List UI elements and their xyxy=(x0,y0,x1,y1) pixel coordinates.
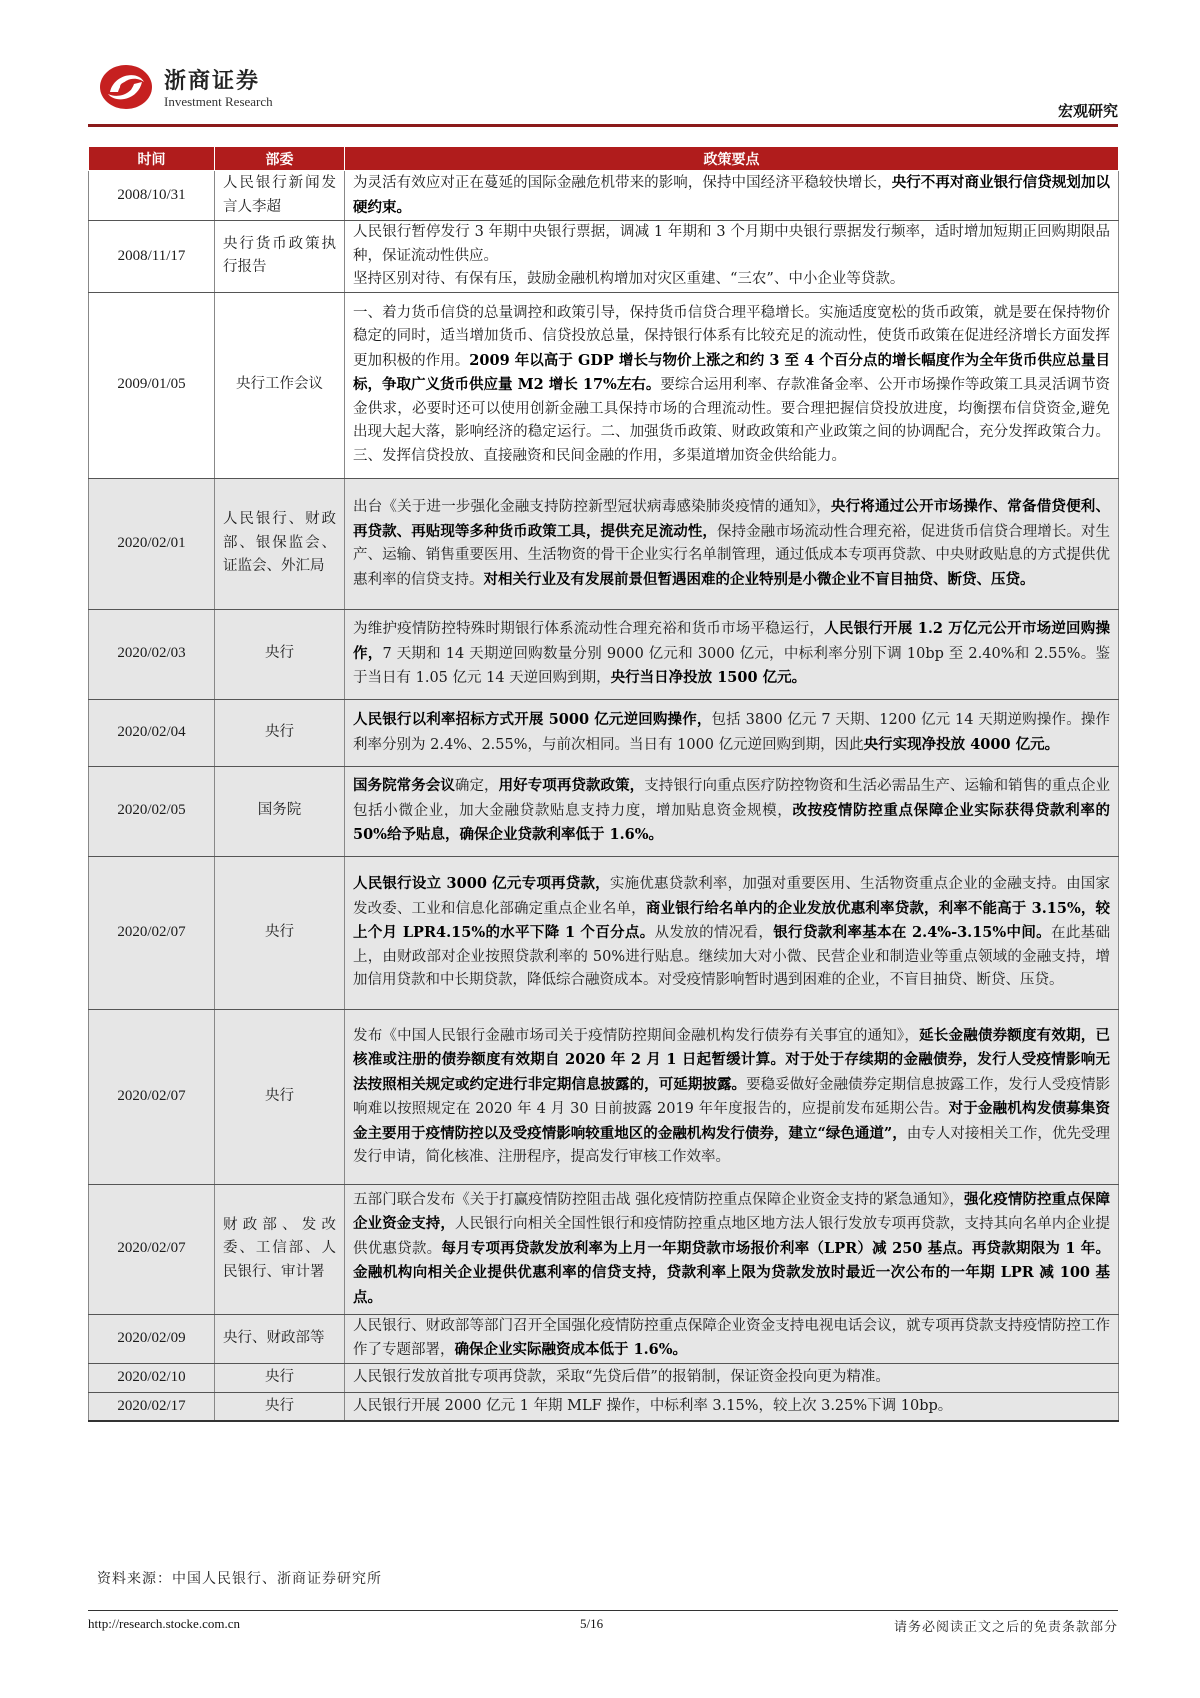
cell-dept: 人民银行新闻发言人李超 xyxy=(215,171,345,221)
policy-highlight: 银行贷款利率基本在 2.4%-3.15%中间。 xyxy=(773,924,1051,942)
zheshang-securities-logo-icon xyxy=(98,62,154,112)
company-name-en: Investment Research xyxy=(164,94,273,109)
table-row xyxy=(89,478,1119,609)
cell-dept: 央行、财政部等 xyxy=(215,1314,345,1363)
policy-text: 实施优惠贷款利率，加强对重要医用、生活物资重点企业的金融支持。由国家发改委、工业和信息化部确定重点企业名单， xyxy=(353,876,1111,917)
cell-policy xyxy=(345,1009,1119,1184)
policy-highlight: 对相关行业及有发展前景但暂遇困难的企业特别是小微企业不盲目抽贷、断贷、压贷。 xyxy=(483,570,1035,588)
cell-dept: 人民银行、财政部、银保监会、证监会、外汇局 xyxy=(215,478,345,609)
policy-highlight: 央行不再对商业银行信贷规划加以硬约束。 xyxy=(353,174,1111,216)
table-row xyxy=(89,292,1119,478)
table-row xyxy=(89,856,1119,1009)
column-header-date: 时间 xyxy=(89,147,215,171)
policy-text: 人民银行向相关全国性银行和疫情防控重点地区地方法人银行发放专项再贷款，支持其向名单内企业提供优惠贷款。 xyxy=(353,1216,1111,1257)
policy-highlight: 用好专项再贷款政策， xyxy=(498,777,645,795)
table-row xyxy=(89,699,1119,766)
cell-dept: 央行 xyxy=(215,1009,345,1184)
policy-table xyxy=(88,147,1119,1422)
policy-highlight: 改按疫情防控重点保障企业实际获得贷款利率的 50%给予贴息，确保企业贷款利率低于 1.6%。 xyxy=(353,801,1110,844)
policy-highlight: 人民银行以利率招标方式开展 5000 亿元逆回购操作， xyxy=(353,711,712,728)
cell-dept: 国务院 xyxy=(215,766,345,856)
policy-text: 7 天期和 14 天期逆回购数量分别 9000 亿元和 3000 亿元，中标利率分别下调 10bp 至 2.40%和 2.55%。鉴于当日有 1.05 亿元 14 天逆回购到期， xyxy=(353,645,1110,687)
source-note: 资料来源：中国人民银行、浙商证券研究所 xyxy=(97,1571,382,1587)
policy-highlight: 对于金融机构发债募集资金主要用于疫情防控以及受疫情影响较重地区的金融机构发行债券，建立“绿色通道”， xyxy=(353,1100,1110,1142)
cell-dept: 央行 xyxy=(215,609,345,699)
table-row xyxy=(89,1392,1119,1421)
company-name: 浙商证券 xyxy=(164,69,261,94)
cell-dept: 央行 xyxy=(215,1363,345,1392)
footer-divider xyxy=(88,1610,1118,1611)
policy-text: 人民银行、财政部等部门召开全国强化疫情防控重点保障企业资金支持电视电话会议，就专项再贷款支持疫情防控工作作了专题部署， xyxy=(353,1317,1110,1358)
cell-date: 2020/02/07 xyxy=(89,1184,215,1314)
policy-highlight: 人民银行设立 3000 亿元专项再贷款， xyxy=(353,875,610,893)
policy-text: 出台《关于进一步强化金融支持防控新型冠状病毒感染肺炎疫情的通知》， xyxy=(353,499,831,515)
column-header-dept: 部委 xyxy=(215,147,345,171)
policy-text: 包括 3800 亿元 7 天期、1200 亿元 14 天期逆购操作。操作利率分别为 2.4%、2.55%，与前次相同。当日有 1000 亿元逆回购到期，因此 xyxy=(353,712,1110,753)
policy-highlight: 确保企业实际融资成本低于 1.6%。 xyxy=(454,1341,688,1358)
policy-text: 要综合运用利率、存款准备金率、公开市场操作等政策工具灵活调节资金供求，必要时还可以使用创新金融工具保持市场的合理流动性。要合理把握信贷投放进度，均衡摆布信贷资金,避免出现大起大落，影响经济的稳定运行。二、加强货币政策、财政政策和产业政策之间的协调配合，充分发挥政策合力。三、发挥信贷投放、直接融资和民间金融的作用，多渠道增加资金供给能力。 xyxy=(353,377,1110,464)
table-header-row xyxy=(89,147,1119,171)
policy-highlight: 央行将通过公开市场操作、常备借贷便利、再贷款、再贴现等多种货币政策工具，提供充足流动性， xyxy=(353,498,1111,540)
policy-highlight: 每月专项再贷款发放利率为上月一年期贷款市场报价利率（LPR）减 250 基点。再贷款期限为 1 年。金融机构向相关企业提供优惠利率的信贷支持，贷款利率上限为贷款发放时最近一次公布的一年期 LPR 减 100 基点。 xyxy=(353,1239,1110,1306)
policy-text: 发布《中国人民银行金融市场司关于疫情防控期间金融机构发行债券有关事宜的通知》， xyxy=(353,1027,920,1044)
cell-dept: 央行工作会议 xyxy=(215,292,345,478)
page-number: 5/16 xyxy=(580,1616,604,1631)
cell-date: 2008/10/31 xyxy=(89,171,215,221)
table-row xyxy=(89,1314,1119,1363)
policy-text: 人民银行暂停发行 3 年期中央银行票据，调减 1 年期和 3 个月期中央银行票据发行频率，适时增加短期正回购期限品种，保证流动性供应。 xyxy=(353,224,1110,264)
footer-disclaimer: 请务必阅读正文之后的免责条款部分 xyxy=(893,1620,1118,1635)
table-row xyxy=(89,221,1119,293)
cell-date: 2020/02/07 xyxy=(89,856,215,1009)
policy-highlight: 国务院常务会议 xyxy=(353,777,455,795)
cell-policy xyxy=(345,292,1119,478)
policy-text: 支持银行向重点医疗防控物资和生活必需品生产、运输和销售的重点企业包括小微企业，加大金融贷款贴息支持力度，增加贴息资金规模， xyxy=(353,778,1111,819)
policy-text: 在此基础上，由财政部对企业按照贷款利率的 50%进行贴息。继续加大对小微、民营企业和制造业等重点领域的金融支持，增加信用贷款和中长期贷款，降低综合融资成本。对受疫情影响暂时遇到困难的企业，不盲目抽贷、断贷、压贷。 xyxy=(353,925,1110,989)
cell-date: 2020/02/10 xyxy=(89,1363,215,1392)
table-row xyxy=(89,1009,1119,1184)
table-row xyxy=(89,171,1119,221)
policy-highlight: 2009 年以高于 GDP 增长与物价上涨之和约 3 至 4 个百分点的增长幅度作为全年货币供应总量目标，争取广义货币供应量 M2 增长 17%左右。 xyxy=(353,351,1111,394)
cell-date: 2020/02/01 xyxy=(89,478,215,609)
policy-text: 五部门联合发布《关于打赢疫情防控阻击战 强化疫情防控重点保障企业资金支持的紧急通知》， xyxy=(353,1191,965,1208)
cell-date: 2020/02/07 xyxy=(89,1009,215,1184)
table-row xyxy=(89,609,1119,699)
policy-highlight: 强化疫情防控重点保障企业资金支持， xyxy=(353,1190,1111,1233)
policy-text: 为维护疫情防控特殊时期银行体系流动性合理充裕和货币市场平稳运行， xyxy=(353,621,825,638)
policy-text: 由专人对接相关工作，优先受理发行申请，简化核准、注册程序，提高发行审核工作效率。 xyxy=(353,1125,1110,1165)
cell-dept: 央行 xyxy=(215,699,345,766)
policy-text: 人民银行开展 2000 亿元 1 年期 MLF 操作，中标利率 3.15%，较上次 3.25%下调 10bp。 xyxy=(353,1397,953,1414)
cell-policy xyxy=(345,478,1119,609)
cell-date: 2020/02/17 xyxy=(89,1392,215,1421)
cell-dept: 财政部、发改委、工信部、人民银行、审计署 xyxy=(215,1184,345,1314)
policy-highlight: 延长金融债券额度有效期，已核准或注册的债券额度有效期自 2020 年 2 月 1 日起暂缓计算。对于处于存续期的金融债券，发行人受疫情影响无法按照相关规定或约定进行非定期信息披露的，可延期披露。 xyxy=(353,1026,1111,1093)
cell-policy xyxy=(345,171,1119,221)
cell-policy xyxy=(345,1184,1119,1314)
cell-date: 2020/02/03 xyxy=(89,609,215,699)
cell-policy xyxy=(345,221,1119,293)
policy-text: 要稳妥做好金融债券定期信息披露工作，发行人受疫情影响难以按照规定在 2020 年 4 月 30 日前披露 2019 年年度报告的，应提前发布延期公告。 xyxy=(353,1076,1111,1117)
policy-text: 确定， xyxy=(454,778,499,795)
report-section: 宏观研究 xyxy=(1057,102,1118,120)
cell-policy xyxy=(345,609,1119,699)
policy-text: 从发放的情况看， xyxy=(654,925,774,942)
table-row xyxy=(89,1184,1119,1314)
policy-text: 坚持区别对待、有保有压，鼓励金融机构增加对灾区重建、“三农”、中小企业等贷款。 xyxy=(353,271,905,287)
page-header xyxy=(88,58,1118,118)
policy-text: 保持金融市场流动性合理充裕，促进货币信贷合理增长。对生产、运输、销售重要医用、生活物资的骨干企业实行名单制管理，通过低成本专项再贷款、中央财政贴息的方式提供优惠利率的信贷支持。 xyxy=(353,523,1110,588)
policy-text: 为灵活有效应对正在蔓延的国际金融危机带来的影响，保持中国经济平稳较快增长， xyxy=(353,175,892,191)
cell-dept: 央行 xyxy=(215,1392,345,1421)
header-divider xyxy=(88,124,1118,127)
column-header-content: 政策要点 xyxy=(345,147,1119,171)
table-row xyxy=(89,1363,1119,1392)
cell-dept: 央行货币政策执行报告 xyxy=(215,221,345,293)
policy-text: 人民银行发放首批专项再贷款，采取“先贷后借”的报销制，保证资金投向更为精准。 xyxy=(353,1368,890,1385)
cell-date: 2020/02/09 xyxy=(89,1314,215,1363)
cell-dept: 央行 xyxy=(215,856,345,1009)
cell-policy xyxy=(345,766,1119,856)
cell-policy xyxy=(345,1363,1119,1392)
cell-policy xyxy=(345,699,1119,766)
cell-date: 2008/11/17 xyxy=(89,221,215,293)
policy-highlight: 央行当日净投放 1500 亿元。 xyxy=(610,669,807,687)
cell-date: 2020/02/04 xyxy=(89,699,215,766)
table-row xyxy=(89,766,1119,856)
cell-date: 2020/02/05 xyxy=(89,766,215,856)
policy-text: 一、着力货币信贷的总量调控和政策引导，保持货币信贷合理平稳增长。实施适度宽松的货币政策，就是要在保持物价稳定的同时，适当增加货币、信贷投放总量，保持银行体系有比较充足的流动性，使货币政策在促进经济增长方面发挥更加积极的作用。 xyxy=(353,304,1110,369)
policy-highlight: 商业银行给名单内的企业发放优惠利率贷款，利率不能高于 3.15%，较上个月 LPR4.15%的水平下降 1 个百分点。 xyxy=(353,899,1111,942)
cell-policy xyxy=(345,856,1119,1009)
footer-url[interactable]: http://research.stocke.com.cn xyxy=(88,1616,240,1631)
policy-highlight: 央行实现净投放 4000 亿元。 xyxy=(863,735,1060,753)
cell-policy xyxy=(345,1392,1119,1421)
cell-date: 2009/01/05 xyxy=(89,292,215,478)
policy-highlight: 人民银行开展 1.2 万亿元公开市场逆回购操作， xyxy=(353,620,1110,662)
cell-policy xyxy=(345,1314,1119,1363)
